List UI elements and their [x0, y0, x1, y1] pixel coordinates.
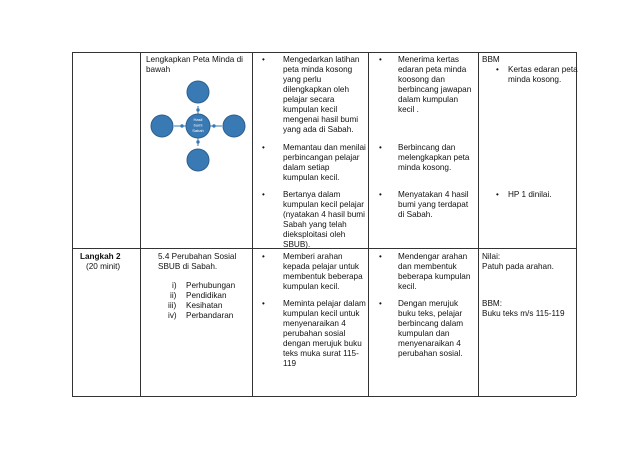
teacher-activity-line: dilengkapkan oleh — [283, 85, 350, 94]
bbm-item-line: Kertas edaran peta — [508, 65, 578, 74]
teacher-activity-line: 119 — [283, 359, 297, 368]
subtopic-label: Perhubungan — [186, 281, 236, 290]
bullet-icon: • — [262, 143, 265, 152]
bullet-icon: • — [379, 190, 382, 199]
student-activity-line: berbincang jawapan — [398, 85, 472, 94]
subtopic-number: ii) — [170, 291, 177, 300]
column-divider-1 — [140, 52, 141, 396]
teacher-activity-line: peta minda kosong — [283, 65, 353, 74]
mindmap-center-label: bumi — [193, 122, 203, 128]
teacher-activity-line: dieksploitasi oleh — [283, 230, 346, 239]
teacher-activity-line: Memantau dan menilai — [283, 143, 366, 152]
nilai-heading: Nilai: — [482, 252, 501, 261]
step-duration: (20 minit) — [86, 262, 121, 271]
bullet-icon: • — [262, 190, 265, 199]
teacher-activity-line: perubahan sosial — [283, 329, 346, 338]
student-activity-line: kecil. — [398, 282, 417, 291]
teacher-activity-line: Mengedarkan latihan — [283, 55, 360, 64]
teacher-activity-line: mengenai hasil bumi — [283, 115, 359, 124]
student-activity-line: melengkapkan peta — [398, 153, 470, 162]
student-activity-line: berbincang dalam — [398, 319, 464, 328]
teacher-activity-line: perbincangan pelajar — [283, 153, 360, 162]
teacher-activity-line: yang perlu — [283, 75, 322, 84]
mindmap-right-node — [223, 115, 245, 137]
student-activity-line: kumpulan dan — [398, 329, 450, 338]
bbm-heading: BBM: — [482, 299, 503, 308]
student-activity-line: bumi yang terdapat — [398, 200, 469, 209]
student-activity-line: dan membentuk — [398, 262, 457, 271]
teacher-activity-line: dengan merujuk buku — [283, 339, 362, 348]
subtopic-number: iv) — [168, 311, 177, 320]
mind-map-diagram — [150, 80, 246, 172]
bullet-icon: • — [379, 299, 382, 308]
bullet-icon: • — [379, 143, 382, 152]
teacher-activity-line: kumpulan kecil untuk — [283, 309, 360, 318]
topic-heading-line: 5.4 Perubahan Sosial — [158, 252, 237, 261]
table-right-border — [576, 52, 577, 396]
bullet-icon: • — [496, 65, 499, 74]
student-activity-line: kecil . — [398, 105, 419, 114]
mindmap-instruction-line: Lengkapkan Peta Minda di — [146, 55, 243, 64]
teacher-activity-line: yang ada di Sabah. — [283, 125, 354, 134]
column-divider-4 — [478, 52, 479, 396]
student-activity-line: minda kosong. — [398, 163, 452, 172]
student-activity-line: buku teks, pelajar — [398, 309, 463, 318]
student-activity-line: Menerima kertas — [398, 55, 459, 64]
bbm-text: Buku teks m/s 115-119 — [482, 309, 565, 318]
mindmap-center-label: Sabah — [192, 128, 204, 133]
row-divider — [72, 248, 576, 249]
subtopic-label: Pendidikan — [186, 291, 227, 300]
teacher-activity-line: pelajar secara — [283, 95, 335, 104]
bbm-heading: BBM — [482, 55, 500, 64]
student-activity-line: Dengan merujuk — [398, 299, 459, 308]
teacher-activity-line: dalam setiap — [283, 163, 330, 172]
student-activity-line: dalam kumpulan — [398, 95, 459, 104]
column-divider-2 — [252, 52, 253, 396]
bullet-icon: • — [379, 252, 382, 261]
teacher-activity-line: kepada pelajar untuk — [283, 262, 360, 271]
table-bottom-border — [72, 396, 576, 397]
teacher-activity-line: kumpulan kecil — [283, 105, 338, 114]
teacher-activity-line: Memberi arahan — [283, 252, 343, 261]
student-activity-line: Mendengar arahan — [398, 252, 468, 261]
student-activity-line: Menyatakan 4 hasil — [398, 190, 469, 199]
student-activity-line: menyenaraikan 4 — [398, 339, 461, 348]
teacher-activity-line: Bertanya dalam — [283, 190, 341, 199]
topic-heading-line: SBUB di Sabah. — [158, 262, 218, 271]
column-divider-3 — [368, 52, 369, 396]
mindmap-left-node — [151, 115, 173, 137]
mindmap-center-label: Hasil — [193, 117, 203, 122]
student-activity-line: Berbincang dan — [398, 143, 456, 152]
nilai-text: Patuh pada arahan. — [482, 262, 554, 271]
student-activity-line: edaran peta minda — [398, 65, 467, 74]
student-activity-line: perubahan sosial. — [398, 349, 463, 358]
teacher-activity-line: kumpulan kecil. — [283, 173, 340, 182]
teacher-activity-line: menyenaraikan 4 — [283, 319, 346, 328]
teacher-activity-line: Meminta pelajar dalam — [283, 299, 366, 308]
bullet-icon: • — [262, 252, 265, 261]
bullet-icon: • — [496, 190, 499, 199]
subtopic-number: iii) — [168, 301, 177, 310]
bullet-icon: • — [379, 55, 382, 64]
mindmap-instruction-line: bawah — [146, 65, 171, 74]
mindmap-bottom-node — [187, 149, 209, 171]
bullet-icon: • — [262, 55, 265, 64]
subtopic-label: Kesihatan — [186, 301, 223, 310]
teacher-activity-line: membentuk beberapa — [283, 272, 363, 281]
teacher-activity-line: Sabah yang telah — [283, 220, 347, 229]
teacher-activity-line: teks muka surat 115- — [283, 349, 359, 358]
assessment-note: HP 1 dinilai. — [508, 190, 552, 199]
bullet-icon: • — [262, 299, 265, 308]
teacher-activity-line: kumpulan kecil pelajar — [283, 200, 365, 209]
teacher-activity-line: (nyatakan 4 hasil bumi — [283, 210, 365, 219]
student-activity-line: beberapa kumpulan — [398, 272, 471, 281]
table-left-border — [72, 52, 73, 396]
student-activity-line: di Sabah. — [398, 210, 433, 219]
bbm-item-line: minda kosong. — [508, 75, 562, 84]
subtopic-number: i) — [172, 281, 177, 290]
subtopic-label: Perbandaran — [186, 311, 234, 320]
mindmap-top-node — [187, 81, 209, 103]
teacher-activity-line: kumpulan kecil. — [283, 282, 340, 291]
step-label: Langkah 2 — [80, 252, 121, 261]
student-activity-line: koosong dan — [398, 75, 445, 84]
teacher-activity-line: SBUB). — [283, 240, 311, 249]
table-top-border — [72, 52, 576, 53]
